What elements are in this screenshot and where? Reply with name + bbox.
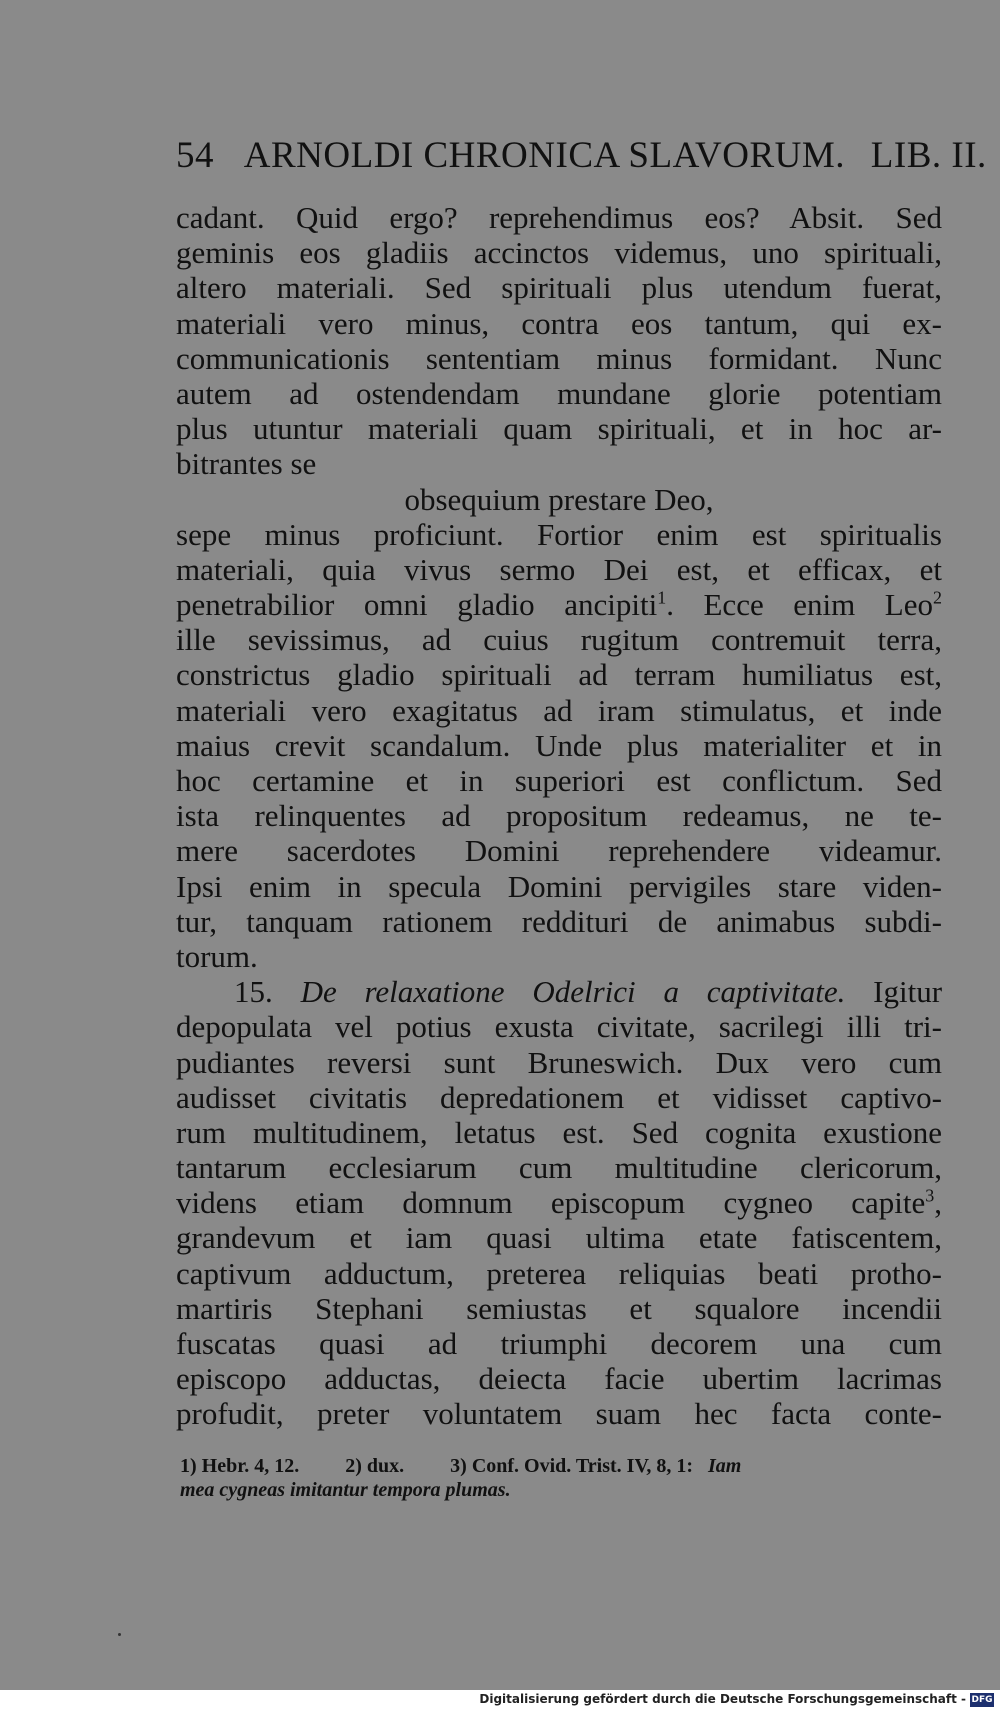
text-line: hoc certamine et in superiori est conflictum. Sed [176,763,942,798]
text-line: martiris Stephani semiustas et squalore incendii [176,1290,942,1326]
text-line: communicationis sententiam minus formidant. Nunc [176,340,942,376]
text-line: ista relinquentes ad propositum redeamus, ne te- [176,798,942,834]
text-line: episcopo adductas, deiecta facie ubertim lacrimas [176,1361,942,1397]
scan-speck [118,1633,121,1636]
text-line: audisset civitatis depredationem et vidisset captivo- [176,1079,942,1115]
text-line: Ipsi enim in specula Domini pervigiles stare viden- [176,868,942,904]
section-title: De relaxatione Odelrici a captivitate. [300,974,846,1010]
text-line: mere sacerdotes Domini reprehendere videamur. [176,833,942,869]
text-line [176,1185,942,1220]
footnote-3: 3) Conf. Ovid. Trist. IV, 8, 1: [450,1455,693,1477]
page-number: 54 [176,135,214,176]
text-line [176,587,942,622]
footnote-1: 1) Hebr. 4, 12. [180,1455,300,1477]
text-line: captivum adductum, preterea reliquias beati protho- [176,1255,942,1291]
text-line: fuscatas quasi ad triumphi decorem una cum [176,1326,942,1361]
body-text [176,200,942,1432]
text-line: geminis eos gladiis accinctos videmus, uno spirituali, [176,235,942,271]
text-fragment: Igitur [873,974,943,1010]
text-line: materiali, quia vivus sermo Dei est, et efficax, et [176,551,942,587]
text-line: bitrantes se [176,446,317,482]
text-fragment: , [934,1185,942,1221]
text-line: rum multitudinem, letatus est. Sed cognita exustione [176,1114,942,1150]
footnote-2: 2) dux. [345,1455,405,1477]
footnotes [180,1454,942,1502]
footnote-marker-2: 2 [933,587,942,608]
quotation-line: obsequium prestare Deo, [404,481,714,517]
text-line: grandevum et iam quasi ultima etate fatiscentem, [176,1220,942,1256]
text-line: profudit, preter voluntatem suam hec facta conte- [176,1396,942,1432]
text-line: constrictus gladio spirituali ad terram humiliatus est, [176,657,942,693]
footnote-3-quote: mea cygneas imitantur tempora plumas. [180,1479,511,1501]
text-line: maius crevit scandalum. Unde plus materialiter et in [176,727,942,763]
digitization-footer [0,1690,1000,1711]
text-fragment: videns etiam domnum episcopum cygneo capite [176,1185,926,1221]
text-fragment: penetrabilior omni gladio ancipiti [176,587,658,623]
text-line: materiali vero exagitatus ad iram stimulatus, et inde [176,692,942,728]
text-line: tur, tanquam rationem reddituri de animabus subdi- [176,903,942,939]
section-number: 15. [234,974,273,1010]
text-line: torum. [176,938,258,974]
funding-credit: Digitalisierung gefördert durch die Deutsche Forschungsgemeinschaft - [479,1692,966,1706]
footnote-marker-3: 3 [925,1185,935,1206]
book-number: LIB. II. [870,135,987,176]
running-title: ARNOLDI CHRONICA SLAVORUM. [243,135,846,176]
text-line: tantarum ecclesiarum cum multitudine clericorum, [176,1150,942,1186]
section-heading-line [176,974,942,1009]
text-line: plus utuntur materiali quam spirituali, et in hoc ar- [176,411,942,447]
text-line: altero materiali. Sed spirituali plus utendum fuerat, [176,270,942,306]
page-header [176,134,987,180]
text-line: pudiantes reversi sunt Bruneswich. Dux vero cum [176,1044,942,1080]
text-line: materiali vero minus, contra eos tantum, qui ex- [176,305,942,341]
footnote-marker-1: 1 [657,587,667,608]
text-line: cadant. Quid ergo? reprehendimus eos? Absit. Sed [176,200,942,235]
footnote-3-quote-start: Iam [707,1455,742,1477]
text-line: autem ad ostendendam mundane glorie potentiam [176,375,942,411]
footnote-line [180,1454,942,1478]
text-line: ille sevissimus, ad cuius rugitum contremuit terra, [176,622,942,658]
text-fragment: . Ecce enim Leo [666,587,933,623]
dfg-logo-icon: DFG [971,1695,993,1705]
text-line: sepe minus proficiunt. Fortior enim est spiritualis [176,516,942,552]
text-line: depopulata vel potius exusta civitate, sacrilegi illi tri- [176,1009,942,1045]
